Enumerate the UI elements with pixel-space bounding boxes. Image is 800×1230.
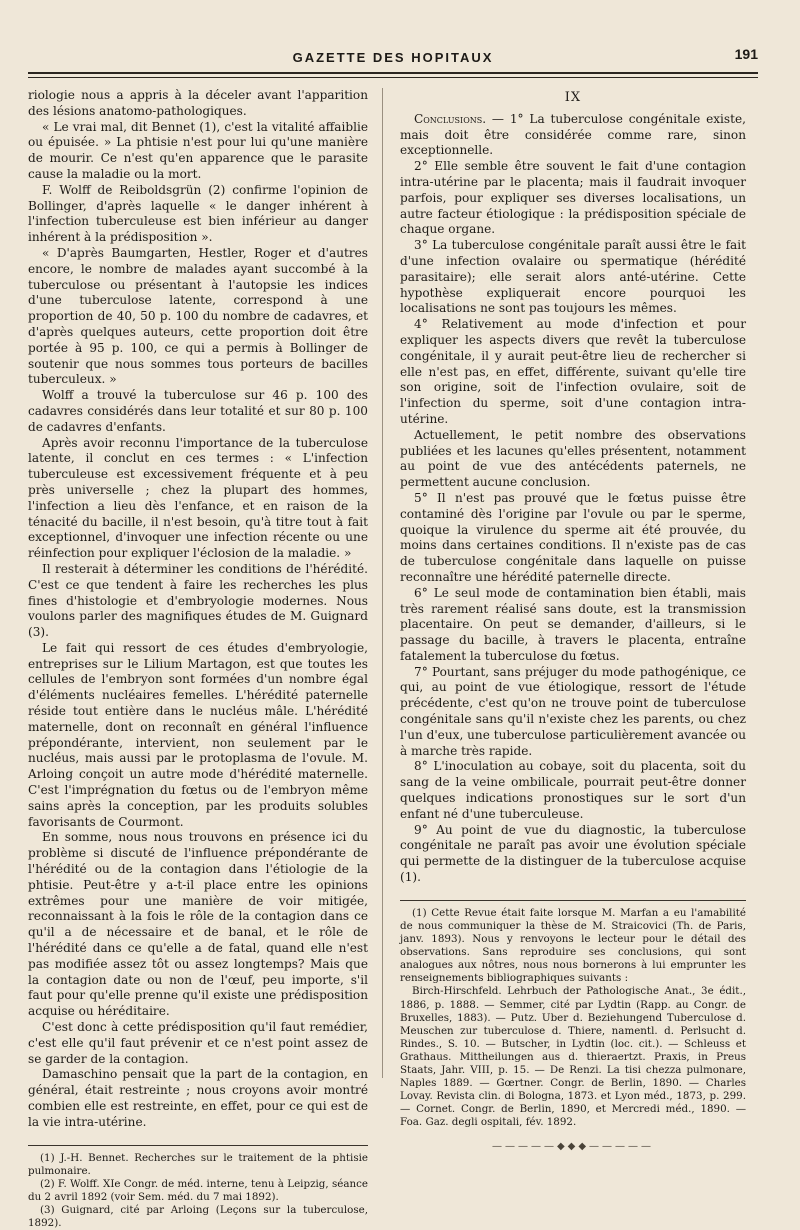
paragraph: 3° La tuberculose congénitale paraît aussi être le fait d'une infection ovalaire ou spermatique (hérédité parasitaire); elle serait alors anté-utérine. Cette hypothèse expliquerait encore pourquoi les localisations ne sont pas toujours les mêmes. (400, 238, 746, 316)
footnote: (3) Guignard, cité par Arloing (Leçons sur la tuberculose, 1892). (28, 1203, 368, 1230)
paragraph: 6° Le seul mode de contamination bien établi, mais très rarement réalisé sans doute, est la transmission placentaire. On peut se demander, d'ailleurs, si le passage du bacille, à travers le placenta, entraîne fatalement la tuberculose du fœtus. (400, 585, 746, 663)
page-header (28, 42, 758, 74)
footnote-rule (400, 900, 746, 901)
conclusions-label: Conclusions. (414, 111, 487, 126)
end-ornament: —————◆◆◆————— (491, 1141, 655, 1153)
page-number: 191 (734, 46, 758, 62)
footnote-rule (28, 1145, 368, 1146)
column-divider (382, 88, 383, 1078)
paragraph: Wolff a trouvé la tuberculose sur 46 p. 100 des cadavres considérés dans leur totalité et sur 80 p. 100 de cadavres d'enfants. (28, 388, 368, 434)
paragraph: 2° Elle semble être souvent le fait d'une contagion intra-utérine par le placenta; mais il faudrait invoquer parfois, pour expliquer ses diverses localisations, un autre facteur étiologique : la prédisposition spéciale de chaque organe. (400, 159, 746, 237)
paragraph (400, 112, 746, 159)
paragraph: En somme, nous nous trouvons en présence ici du problème si discuté de l'influence prépondérante de l'hérédité ou de la contagion dans l'étiologie de la phtisie. Peut-être y a-t-il place entre les opinions extrêmes pour une manière de voir mitigée, reconnaissant à la fois le rôle de la contagion dans ce qu'il a de nécessaire et de banal, et le rôle de l'hérédité dans ce qu'elle a de fatal, quand elle n'est pas modifiée assez tôt ou assez longtemps? Mais que la contagion date ou non de l'œuf, peu importe, s'il faut pour qu'elle prenne qu'il existe une prédisposition acquise ou héréditaire. (28, 830, 368, 1019)
paragraph: Après avoir reconnu l'importance de la tuberculose latente, il conclut en ces termes : « L'infection tuberculeuse est excessivement fréquente et à peu près universelle ; chez la plupart des hommes, l'infection a lieu dès l'enfance, et en raison de la ténacité du bacille, il n'est besoin, qu'à titre tout à fait exceptionnel, d'invoquer une infection récente ou une réinfection pour expliquer l'éclosion de la maladie. » (28, 435, 368, 561)
paragraph: 9° Au point de vue du diagnostic, la tuberculose congénitale ne paraît pas avoir une évolution spéciale qui permette de la distinguer de la tuberculose acquise (1). (400, 822, 746, 885)
left-footnotes (28, 1152, 368, 1230)
paragraph: Actuellement, le petit nombre des observations publiées et les lacunes qu'elles présentent, notamment au point de vue des antécédents paternels, ne permettent aucune conclusion. (400, 427, 746, 490)
right-footnotes (400, 907, 746, 1130)
footnote: (1) Cette Revue était faite lorsque M. Marfan a eu l'amabilité de nous communiquer la thèse de M. Straicovici (Th. de Paris, janv. 1893). Nous y renvoyons le lecteur pour le détail des observations. Sans reproduire ses conclusions, qui sont analogues aux nôtres, nous nous bornerons à lui emprunter les renseignements bibliographiques suivants : (400, 906, 746, 985)
paragraph: Il resterait à déterminer les conditions de l'hérédité. C'est ce que tendent à faire les recherches les plus fines d'histologie et d'embryologie modernes. Nous voulons parler des magnifiques études de M. Guignard (3). (28, 561, 368, 640)
footnote: (2) F. Wolff. XIe Congr. de méd. interne, tenu à Leipzig, séance du 2 avril 1892 (voir Sem. méd. du 7 mai 1892). (28, 1177, 368, 1203)
paragraph: Damaschino pensait que la part de la contagion, en général, était restreinte ; nous croyons avoir montré combien elle est restreinte, en effet, pour ce qui est de la vie intra-utérine. (28, 1067, 368, 1129)
paragraph: « Le vrai mal, dit Bennet (1), c'est la vitalité affaiblie ou épuisée. » La phtisie n'est pour lui qu'une manière de mourir. Ce n'est qu'en apparence que le parasite cause la maladie ou la mort. (28, 119, 368, 181)
paragraph: Le fait qui ressort de ces études d'embryologie, entreprises sur le Lilium Martagon, est que toutes les cellules de l'embryon sont formées d'un nombre égal d'éléments nucléaires femelles. L'hérédité paternelle réside tout entière dans le nucléus mâle. L'hérédité maternelle, dont on reconnaît en général l'influence prépondérante, intervient, non seulement par le nucléus, mais aussi par le protoplasma de l'ovule. M. Arloing conçoit un autre mode d'hérédité maternelle. C'est l'imprégnation du fœtus ou de l'embryon même sains après la conception, par les produits solubles favorisants de Courmont. (28, 640, 368, 829)
paragraph-text: — 1° La tuberculose congénitale existe, mais doit être considérée comme rare, sinon exceptionnelle. (400, 111, 746, 158)
paragraph: riologie nous a appris à la déceler avant l'apparition des lésions anatomo-pathologiques. (28, 88, 368, 118)
header-double-rule (28, 77, 758, 78)
paragraph: 8° L'inoculation au cobaye, soit du placenta, soit du sang de la veine ombilicale, pourrait peut-être donner quelques indications pronostiques sur le sort d'un enfant né d'une tuberculeuse. (400, 759, 746, 821)
paragraph: 4° Relativement au mode d'infection et pour expliquer les aspects divers que revêt la tuberculose congénitale, il y aurait peut-être lieu de rechercher si elle n'est pas, en effet, différente, suivant qu'elle tire son origine, soit de l'infection ovulaire, soit de l'infection du sperme, soit d'une contagion intra-utérine. (400, 317, 746, 426)
paragraph: « D'après Baumgarten, Hestler, Roger et d'autres encore, le nombre de malades ayant succombé à la tuberculose ou présentant à l'autopsie les indices d'une tuberculose latente, correspond à une proportion de 40, 50 p. 100 du nombre de cadavres, et d'après quelques auteurs, cette proportion doit être portée à 95 p. 100, ce qui a permis à Bollinger de soutenir que nous sommes tous porteurs de bacilles tuberculeux. » (28, 245, 368, 387)
paragraph: C'est donc à cette prédisposition qu'il faut remédier, c'est elle qu'il faut prévenir et ce n'est point assez de se garder de la contagion. (28, 1020, 368, 1066)
paragraph: F. Wolff de Reiboldsgrün (2) confirme l'opinion de Bollinger, d'après laquelle « le danger inhérent à l'infection tuberculeuse est bien inférieur au danger inhérent à la prédisposition ». (28, 182, 368, 245)
footnote: Birch-Hirschfeld. Lehrbuch der Pathologische Anat., 3e édit., 1886, p. 1888. — Semmer, cité par Lydtin (Rapp. au Congr. de Bruxelles, 1883). — Putz. Uber d. Beziehungend Tuberculose d. Meuschen zur tuberculose d. Thiere, namentl. d. Perlsucht d. Rindes., S. 10. — Butscher, in Lydtin (loc. cit.). — Schleuss et Grathaus. Mittheilungen aus d. thieraertzt. Praxis, in Preus Staats, Jahr. VIII, p. 15. — De Renzi. La tisi chezza pulmonare, Naples 1889. — Gœrtner. Congr. de Berlin, 1890. — Charles Lovay. Revista clin. di Bologna, 1873. et Lyon méd., 1873, p. 299. — Cornet. Congr. de Berlin, 1890, et Mercredi méd., 1890. — Foa. Gaz. degli ospitali, fév. 1892. (400, 985, 746, 1129)
left-column (28, 88, 368, 1230)
running-title: GAZETTE DES HOPITAUX (292, 50, 494, 65)
footnote: (1) J.-H. Bennet. Recherches sur le traitement de la phtisie pulmonaire. (28, 1151, 368, 1177)
section-number: IX (564, 90, 582, 105)
paragraph: 7° Pourtant, sans préjuger du mode pathogénique, ce qui, au point de vue étiologique, ressort de l'étude précédente, c'est qu'on ne trouve point de tuberculose congénitale sans qu'il n'existe chez les parents, ou chez l'un d'eux, une tuberculose particulièrement avancée ou à marche très rapide. (400, 664, 746, 758)
paragraph: 5° Il n'est pas prouvé que le fœtus puisse être contaminé dès l'origine par l'ovule ou par le sperme, quoique la virulence du sperme ait été prouvée, du moins dans certaines conditions. Il n'existe pas de cas de tuberculose congénitale dans laquelle on puisse reconnaître une hérédité paternelle directe. (400, 490, 746, 584)
right-column (400, 88, 746, 1155)
